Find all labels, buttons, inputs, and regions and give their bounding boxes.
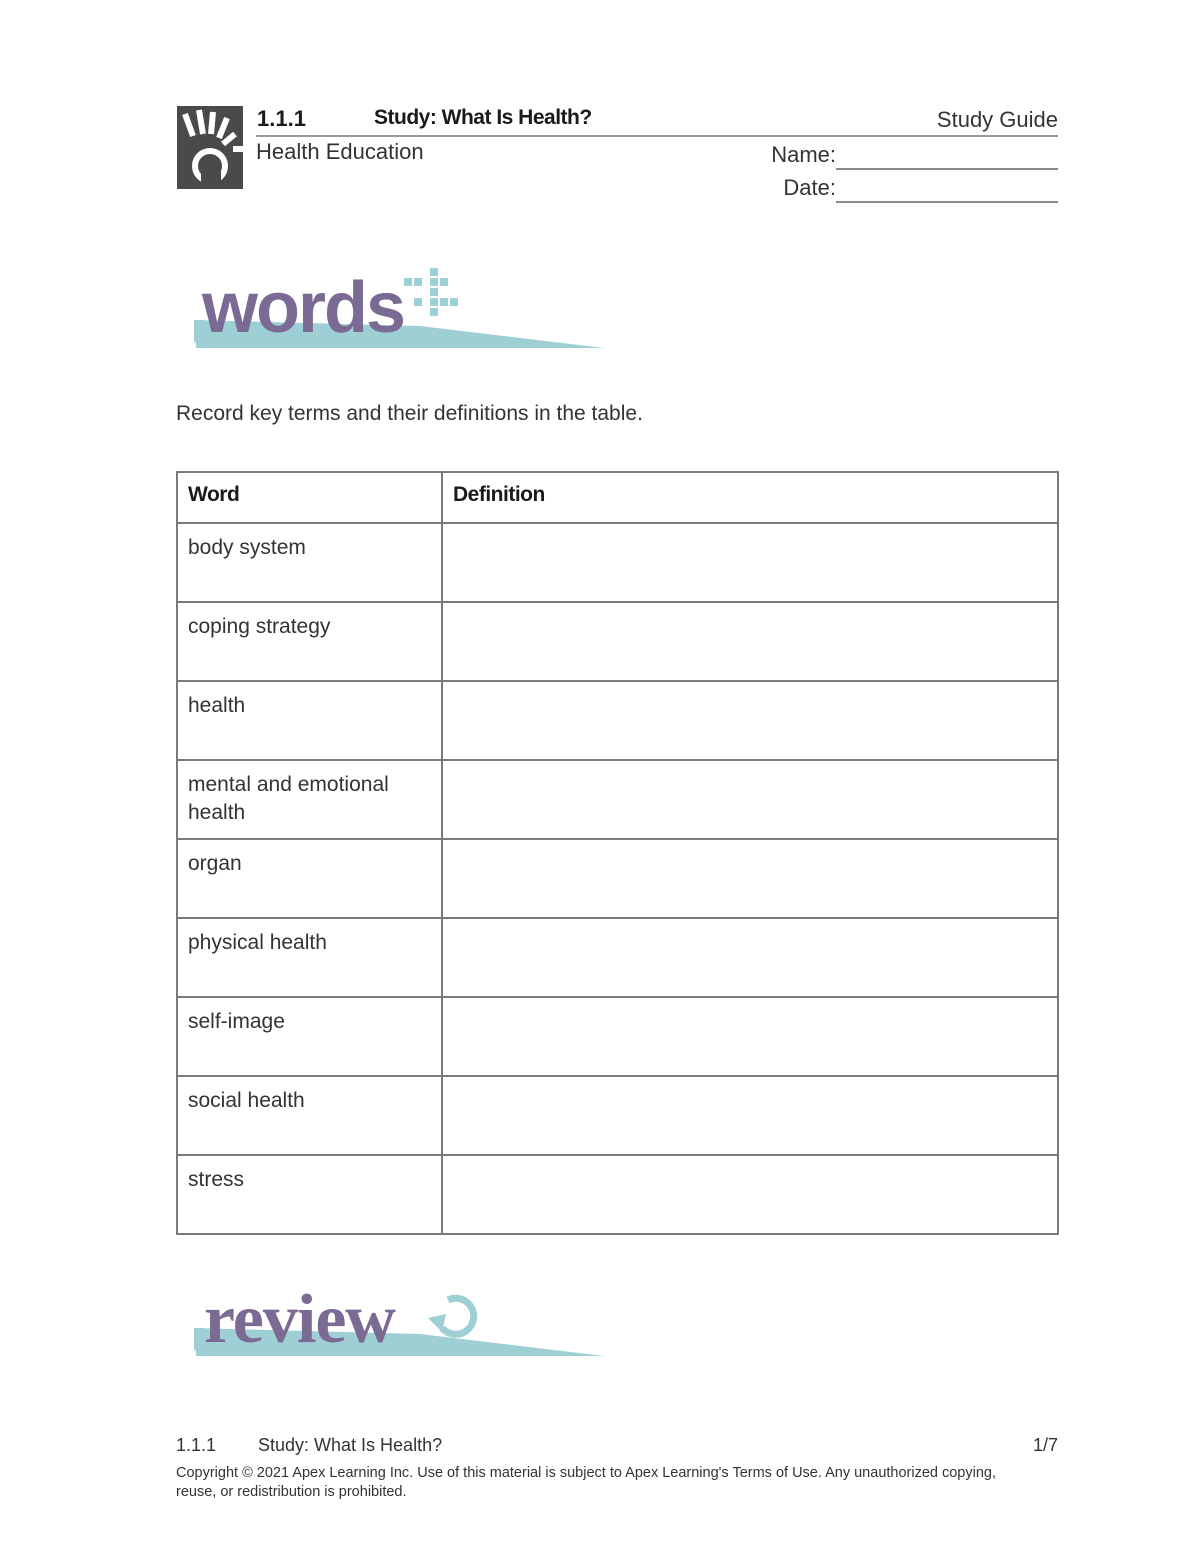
refresh-arrow-icon [428,1298,474,1334]
table-row [177,1155,1058,1234]
words-banner [190,258,610,358]
footer-lesson-number: 1.1.1 [176,1435,217,1455]
table-row [177,602,1058,681]
header-rule [256,135,1058,137]
column-header-definition: Definition [442,472,1058,523]
term-cell: organ [177,839,442,918]
definition-cell[interactable] [442,681,1058,760]
instructions: Record key terms and their definitions in the table. [176,402,643,425]
guide-type: Study Guide [936,107,1058,132]
course-name: Health Education [256,139,424,164]
term-cell: stress [177,1155,442,1234]
term-cell: health [177,681,442,760]
definition-cell[interactable] [442,523,1058,602]
table-header-row [177,472,1058,523]
name-field[interactable] [836,168,1058,170]
date-label: Date: [783,175,836,200]
definition-cell[interactable] [442,760,1058,839]
term-cell: coping strategy [177,602,442,681]
term-cell: social health [177,1076,442,1155]
definition-cell[interactable] [442,602,1058,681]
footer-lesson-title: Study: What Is Health? [258,1435,443,1455]
table-row [177,1076,1058,1155]
apex-logo [177,106,243,189]
words-banner-text: words [202,268,405,348]
date-field[interactable] [836,201,1058,203]
definition-cell[interactable] [442,1076,1058,1155]
table-row [177,760,1058,839]
definition-cell[interactable] [442,839,1058,918]
review-banner-text: review [204,1281,395,1358]
copyright-notice: Copyright © 2021 Apex Learning Inc. Use of this material is subject to Apex Learning's Terms of Use. Any unauthorized copying, reuse, or redistribution is prohibited. [176,1465,997,1500]
review-banner [190,1266,610,1366]
crossword-icon [404,268,458,316]
term-cell: mental and emotional health [177,760,442,839]
term-cell: physical health [177,918,442,997]
lesson-number: 1.1.1 [257,106,306,131]
column-header-word: Word [177,472,442,523]
table-row [177,681,1058,760]
page-number: 1/7 [1032,1435,1058,1455]
definition-cell[interactable] [442,997,1058,1076]
table-row [177,997,1058,1076]
lesson-title: Study: What Is Health? [374,106,592,129]
definition-cell[interactable] [442,1155,1058,1234]
vocabulary-table [176,471,1059,1235]
definition-cell[interactable] [442,918,1058,997]
name-label: Name: [771,142,836,167]
table-row [177,918,1058,997]
table-row [177,523,1058,602]
term-cell: self-image [177,997,442,1076]
table-row [177,839,1058,918]
term-cell: body system [177,523,442,602]
